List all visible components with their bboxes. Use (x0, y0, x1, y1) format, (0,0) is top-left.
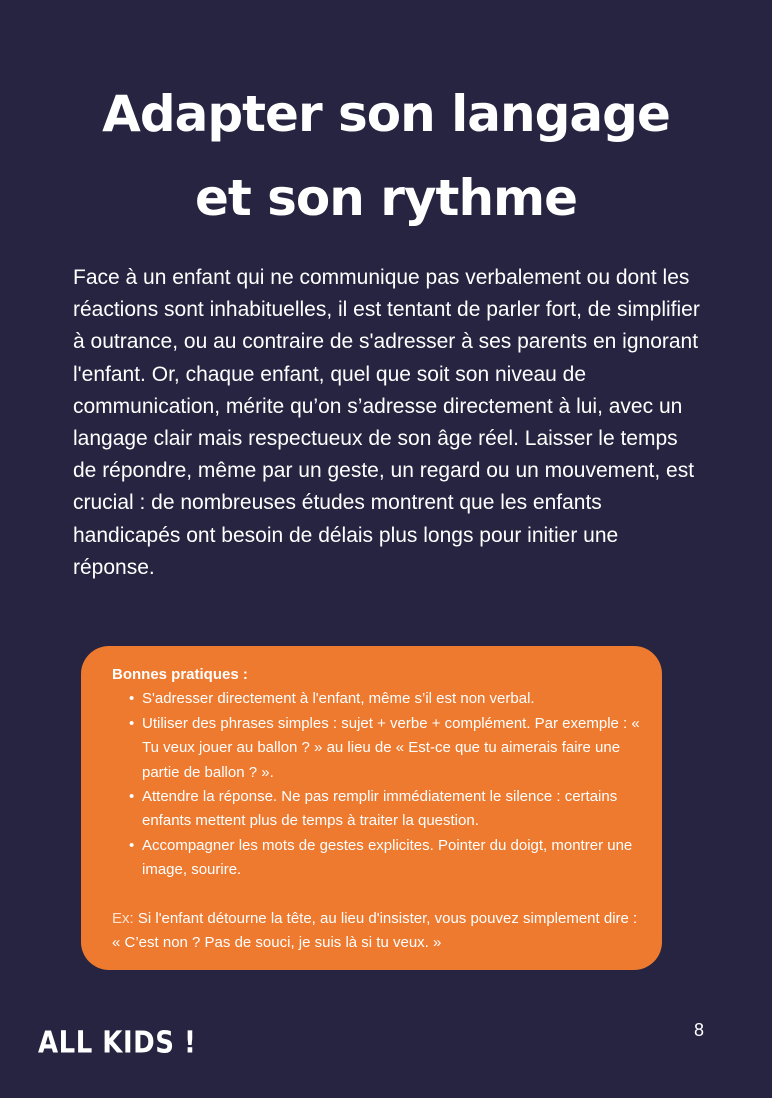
page-number: 8 (694, 1020, 705, 1040)
page-title (0, 72, 772, 240)
tip-item: • Utiliser des phrases simples : sujet + verbe + complément. Par exemple : « Tu veux jouer au ballon ? » au lieu de « Est-ce que tu aimerais faire une partie de ballon ? ». (142, 712, 642, 785)
tips-list (112, 687, 642, 882)
brand-logo: ALL KIDS ! (38, 1026, 197, 1061)
title-line-2: et son rythme (194, 169, 578, 227)
title-line-1: Adapter son langage (102, 85, 670, 143)
tip-item: • Accompagner les mots de gestes explicites. Pointer du doigt, montrer une image, sourire. (142, 834, 642, 883)
example-paragraph (112, 907, 642, 956)
tip-item: • S'adresser directement à l'enfant, même s’il est non verbal. (142, 687, 642, 711)
intro-paragraph: Face à un enfant qui ne communique pas verbalement ou dont les réactions sont inhabituelles, il est tentant de parler fort, de simplifier à outrance, ou au contraire de s'adresser à ses parents en ignorant l'enfant. Or, chaque enfant, quel que soit son niveau de communication, mérite qu’on s’adresse directement à lui, avec un langage clair mais respectueux de son âge réel. Laisser le temps de répondre, même par un geste, un regard ou un mouvement, est crucial : de nombreuses études montrent que les enfants handicapés ont besoin de délais plus longs pour initier une réponse. (73, 266, 700, 579)
tip-item: • Attendre la réponse. Ne pas remplir immédiatement le silence : certains enfants mettent plus de temps à traiter la question. (142, 785, 642, 834)
tips-box (81, 646, 662, 970)
tips-heading: Bonnes pratiques : (112, 666, 248, 683)
example-text: Si l'enfant détourne la tête, au lieu d'insister, vous pouvez simplement dire : « C’est non ? Pas de souci, je suis là si tu veux. » (112, 909, 638, 952)
example-label: Ex: (112, 909, 134, 927)
